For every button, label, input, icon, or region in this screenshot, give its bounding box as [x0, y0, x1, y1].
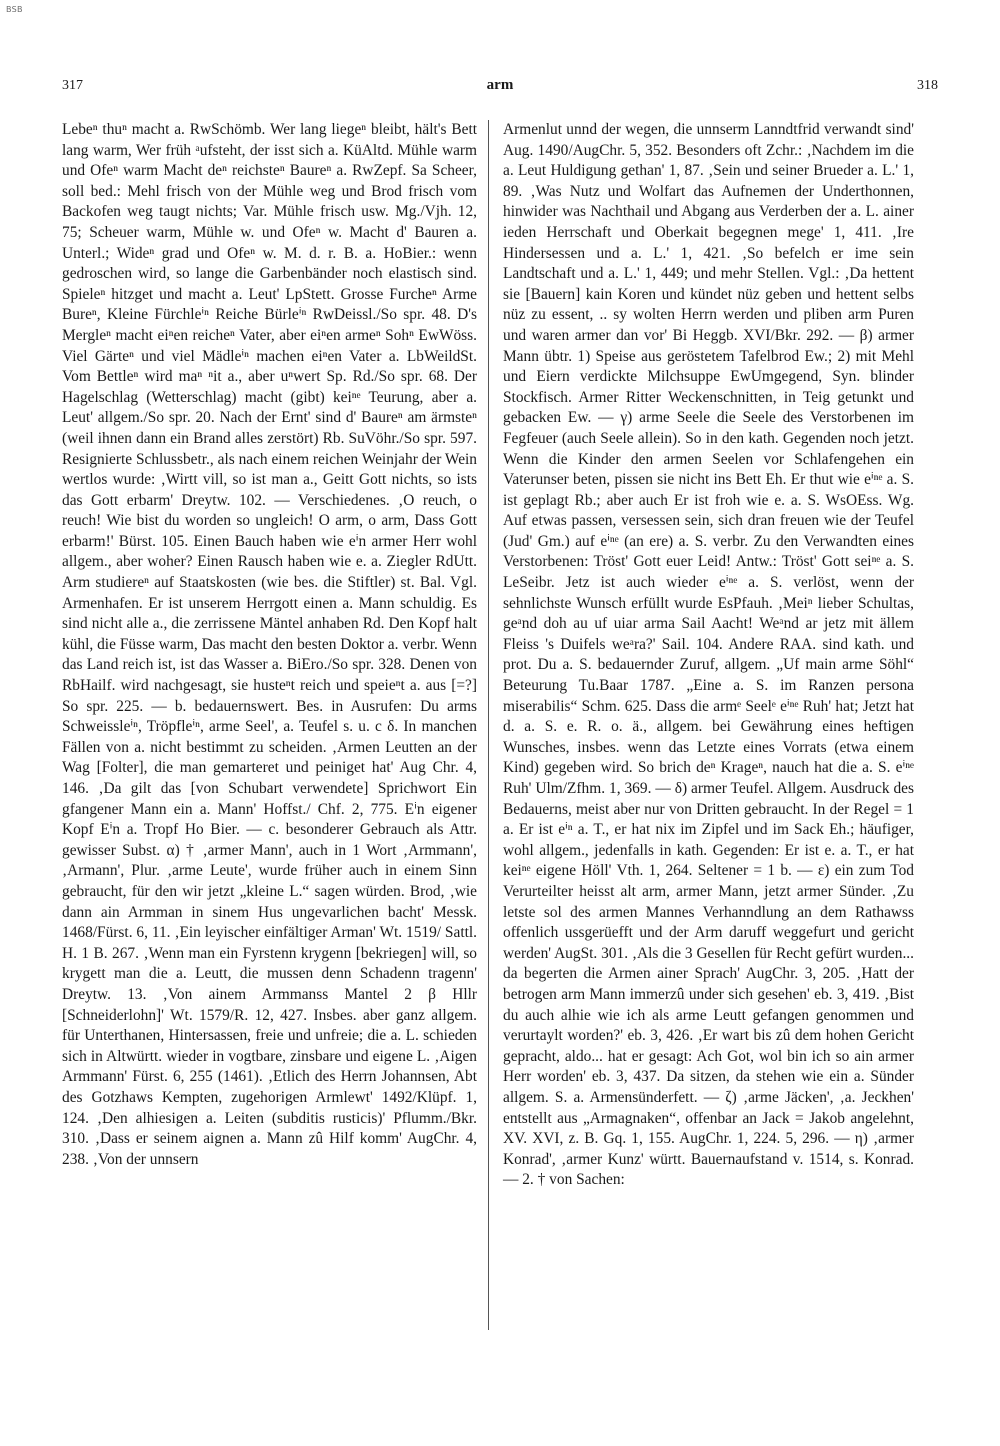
column-right-text: Armenlut unnd der wegen, die unnserm Lanndtfrid verwandt sind' Aug. 1490/AugChr. 5, 352. Besonders oft Zchr.: ‚Nachdem im die a. Leut Huldigung gethan' 1, 87. ‚Sein und seiner Brueder a. L.' 1, 89. ‚Was Nutz und Wolfart das Aufnemen der Underthonnen, hinwider was Nachthail und Abgang aus Verderben der a. L. ainer ieden Herrschaft und Oberkait begegnen mege' 1, 411. ‚Ire Hindersessen und a. L.' 1, 421. ‚So befelch er ime sein Landtschaft und a. L.' 1, 449; und mehr Stellen. Vgl.: ‚Da hettent sie [Bauern] kain Koren und kündet nüz geben und hettent selbs nüz zu essent, .. sy wolten Herrn werden und pliben arm Puren und waren armer dan vor' Bi Heggb. XVI/Bkr. 292. — β) armer Mann übtr. 1) Speise aus geröstetem Tafelbrod Ew.; 2) mit Mehl und Eiern verdickte Milchsuppe EwUmgegend, Syn. blinder Stockfisch. Armer Ritter Weckenschnitten, in Teig getunkt und gebacken Ew. — γ) arme Seele die Seele des Verstorbenen im Fegfeuer (auch Seele allein). So in den kath. Gegenden noch jetzt. Wenn die Kinder den armen Seelen vor Schlafengehen ein Vaterunser beten, pissen sie nicht ins Bett Eh. Er thut wie eⁱⁿᵉ a. S. ist geplagt Rb.; aber auch Er ist froh wie e. a. S. WsOEss. Wg. Auf etwas passen, versessen sein, sich dran freuen wie der Teufel (Jud' Gm.) auf eⁱⁿᵉ (an ere) a. S. verbr. Zu den Verwandten eines Verstorbenen: Tröst' Gott euer Leid! Antw.: Tröst' Gott seiⁿᵉ a. S. LeSeibr. Jetz ist auch wieder eⁱⁿᵉ a. S. verlöst, wenn der sehnlichste Wunsch erfüllt wurde EsPfauh. ‚Meiⁿ lieber Schultas, geᵃnd doh au uf uiar arma Sail Aacht! Weᵃnd ar jetz mit ällem Fleiss 's Duifels weᵃra?' Sail. 104. Andere RAA. sind kath. und prot. Du a. S. bedauernder Zuruf, allgem. „Uf main arme Söhl“ Beteurung Tu.Baar 1787. „Eine a. S. im Ranzen persona miserabilis“ Schm. 625. Dass die armᵉ Seelᵉ eⁱⁿᵉ Ruh' hat; Jetzt hat d. a. S. e. R. o. ä., allgem. bei Gewährung eines heftigen Wunsches, insbes. wenn das Letzte eines Vorrats (etwa einem Kind) gegeben wird. So brich deⁿ Krageⁿ, nauch hat die a. S. eⁱⁿᵉ Ruh' Ulm/Zfhm. 1, 369. — δ) armer Teufel. Allgem. Ausdruck des Bedauerns, meist aber nur von Dritten gebraucht. In der Regel = 1 a. Er ist eⁱⁿ a. T., er hat nix im Zipfel und im Sack Eh.; häufiger, wohl allgem., jedenfalls in kath. Gegenden: Er ist e. a. T., er hat keiⁿᵉ eigene Höll' Vth. 1, 264. Seltener = 1 b. — ε) ein zum Tod Verurteilter heisst alt arm, armer Mann, jetzt armer Sünder. ‚Zu letste sol des armen Mannes Verhanndlung an dem Rathawss offenlich ussgerüefft und der Arm daruff weggefurt und gericht werden' AugSt. 301. ‚Als die 3 Gesellen für Recht gefürt wurden... da begerten die Armen ainer Sprach' AugChr. 3, 205. ‚Hatt der betrogen arm Mann immerzû under sich gesehen' eb. 3, 419. ‚Bist du auch alhie wie ich als arme Leutt gefangen genommen und verurtaylt worden?' eb. 3, 426. ‚Er wart bis zû dem hohen Gericht gepracht, aldo... hat er gesagt: Ach Got, wol bin ich so ain armer Herr worden' eb. 3, 437. Da sitzen, da stehen wie ein a. Sünder allgem. S. a. Armensünderfett. — ζ) ‚arme Jäcken', ‚a. Jeckhen' entstellt aus „Armagnaken“, offenbar an Jack = Jakob angelehnt, XV. XVI, z. B. Gq. 1, 155. AugChr. 1, 224. 5, 296. — η) ‚armer Konrad', ‚armer Kunz' württ. Bauernaufstand v. 1514, s. Konrad. — 2. † von Sachen: — [503, 121, 914, 1189]
column-right — [503, 120, 914, 1191]
column-divider — [488, 120, 489, 1330]
column-left — [62, 120, 477, 1170]
page-number-right: 318 — [917, 78, 938, 93]
library-mark: BSB — [6, 5, 23, 14]
page-header — [62, 78, 938, 100]
page-number-left: 317 — [62, 78, 83, 93]
column-left-text: Lebeⁿ thuⁿ macht a. RwSchömb. Wer lang liegeⁿ bleibt, hält's Bett lang warm, Wer früh ᵃufsteht, der isst sich a. KüAltd. Mühle warm und Ofeⁿ warm Macht deⁿ reichsteⁿ Baureⁿ a. RwZepf. Sa Scheer, soll bed.: Mehl frisch von der Mühle weg und Brod frisch vom Backofen weg taugt nichts; Var. Mühle frisch usw. Mg./Vjh. 12, 75; Scheuer warm, Mühle w. und Ofeⁿ w. Macht d' Bauren a. Unterl.; Wideⁿ grad und Ofeⁿ w. M. d. r. B. a. HoBier.: wenn gedroschen wird, so lange die Garbenbänder noch elastisch sind. Spieleⁿ hitzget und macht a. Leut' LpStett. Grosse Furcheⁿ Arme Bureⁿ, Kleine Fürchleⁱⁿ Reiche Bürleⁱⁿ RwDeissl./So spr. 48. D's Mergleⁿ macht eiⁿen reicheⁿ Vater, aber eiⁿen armeⁿ Sohⁿ EwWöss. Viel Gärteⁿ und viel Mädleⁱⁿ machen eiⁿen Vater a. LbWeildSt. Vom Bettleⁿ wird maⁿ ⁿit a., aber uⁿwert Sp. Rd./So spr. 68. Der Hagelschlag (Wetterschlag) macht (gibt) keiⁿᵉ Teurung, aber a. Leut' allgem./So spr. 20. Nach der Ernt' sind d' Baureⁿ am ärmsteⁿ (weil ihnen dann ein Brand alles zerstört) Rb. SuVöhr./So spr. 597. Resignierte Schlussbetr., als nach einem reichen Weinjahr der Wein wertlos wurde: ‚Wirtt vill, so ist man a., Geitt Gott nichts, so ists das Gott erbarm' Dreytw. 102. — Verschiedenes. ‚O reuch, o reuch! Wie bist du worden so ungleich! O arm, o arm, Dass Gott erbarm!' Bürst. 105. Einen Bauch haben wie eⁱn armer Herr wohl allgem., aber woher? Einen Rausch haben wie e. a. Ziegler RdUtt. Arm studiereⁿ auf Staatskosten (wie bes. die Stiftler) st. Bal. Vgl. Armenhafen. Er ist unserem Herrgott einen a. Mann schuldig. Es sind nicht alle a., die zerrissene Mäntel anhaben Rd. Den Kopf halt kühl, die Füsse warm, Das macht den besten Doktor a. verbr. Wenn das Land reich ist, ist das Wasser a. BiEro./So spr. 328. Denen von RbHailf. wird nachgesagt, sie husteⁿt reich und speieⁿt a. aus [=?] So spr. 225. — b. bedauernswert. Bes. in Ausrufen: Du arms Schweissleⁱⁿ, Tröpfleⁱⁿ, arme Seel', a. Teufel s. u. c δ. In manchen Fällen von a. nicht bestimmt zu scheiden. ‚Armen Leutten an der Wag [Folter], die man gemarteret und peiniget hat' Aug Chr. 4, 146. ‚Da gilt das [von Schubart verwendete] Sprichwort Ein gfangener Mann ein a. Mann' Hoffst./ Chf. 2, 775. Eⁱn eigener Kopf Eⁱn a. Tropf Ho Bier. — c. besonderer Gebrauch als Attr. gewisser Subst. α) † ‚armer Mann', auch in 1 Wort ‚Armmann', ‚Armann', Plur. ‚arme Leute', wurde früher auch in einem Sinn gebraucht, für den wir jetzt „kleine L.“ sagen würden. Brod, ‚wie dann ain Armman in sinem Hus ungevarlichen bacht' Messk. 1468/Fürst. 6, 11. ‚Ein leyischer einfältiger Arman' Wt. 1519/ Sattl. H. 1 B. 267. ‚Wenn man ein Fyrstenn krygenn [bekriegen] will, so krygett man die a. Leutt, die mussen denn Schadenn tragenn' Dreytw. 13. ‚Von ainem Armmanss Mantel 2 β Hllr [Schneiderlohn]' Wt. 1579/R. 12, 427. Insbes. aber ganz allgem. für Unterthanen, Hintersassen, freie und unfreie; die a. L. schieden sich in Altwürtt. wieder in vogtbare, zinsbare und eigene L. ‚Aigen Armmann' Fürst. 6, 255 (1461). ‚Etlich des Herrn Johannsen, Abt des Gotzhaws Kempten, zugehorigen Armlewt' 1492/Klüpf. 1, 124. ‚Den alhiesigen a. Leiten (subditis rusticis)' Pflumm./Bkr. 310. ‚Dass er seinem aignen a. Mann zû Hilf komm' AugChr. 4, 238. ‚Von der unnsern — [62, 121, 477, 1168]
headword: arm — [486, 77, 514, 93]
